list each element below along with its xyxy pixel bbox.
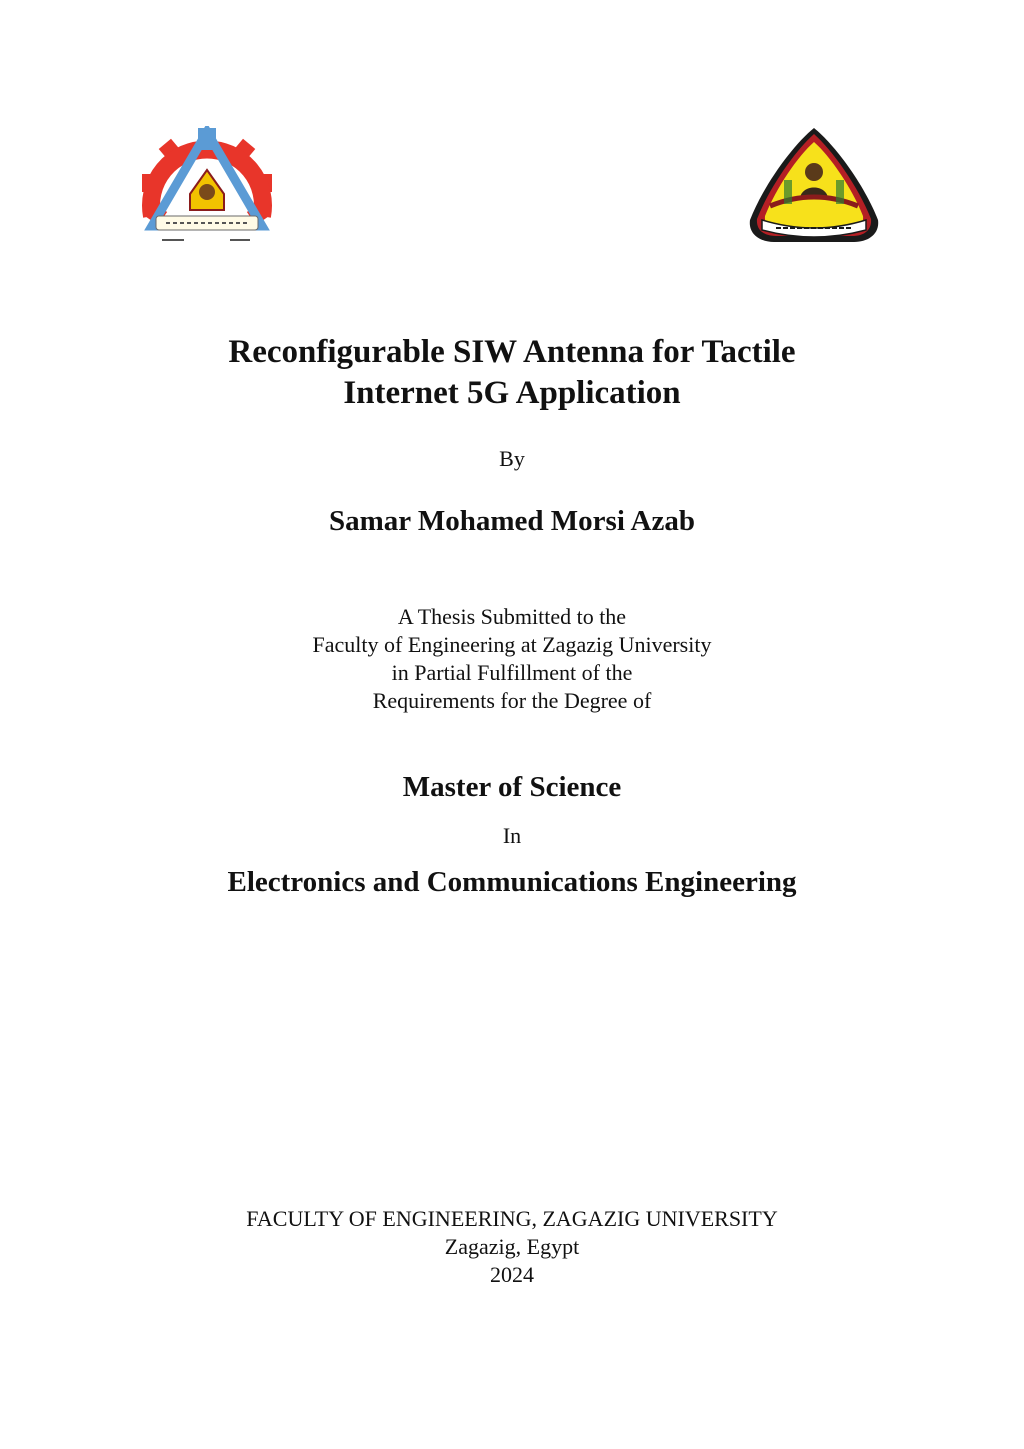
title-line-1: Reconfigurable SIW Antenna for Tactile xyxy=(228,334,796,370)
in-label: In xyxy=(502,823,522,848)
thesis-statement xyxy=(0,603,1024,715)
author-name: Samar Mohamed Morsi Azab xyxy=(329,505,695,537)
footer-location: Zagazig, Egypt xyxy=(444,1234,580,1259)
institution-footer xyxy=(0,1205,1024,1289)
by-label: By xyxy=(499,446,525,471)
footer-year: 2024 xyxy=(490,1262,534,1287)
zagazig-university-seal xyxy=(744,124,884,248)
university-seal-icon xyxy=(744,124,884,248)
field-of-study: Electronics and Communications Engineering xyxy=(227,866,797,898)
thesis-statement-line-1: A Thesis Submitted to the xyxy=(397,604,627,629)
footer-institution: FACULTY OF ENGINEERING, ZAGAZIG UNIVERSITY xyxy=(246,1206,778,1231)
thesis-title xyxy=(0,332,1024,414)
gear-icon xyxy=(132,126,282,248)
degree-name: Master of Science xyxy=(402,771,622,803)
thesis-statement-line-4: Requirements for the Degree of xyxy=(372,688,652,713)
title-line-2: Internet 5G Application xyxy=(343,375,681,411)
thesis-statement-line-2: Faculty of Engineering at Zagazig University xyxy=(312,632,712,657)
thesis-statement-line-3: in Partial Fulfillment of the xyxy=(391,660,633,685)
faculty-of-engineering-logo xyxy=(132,126,282,248)
